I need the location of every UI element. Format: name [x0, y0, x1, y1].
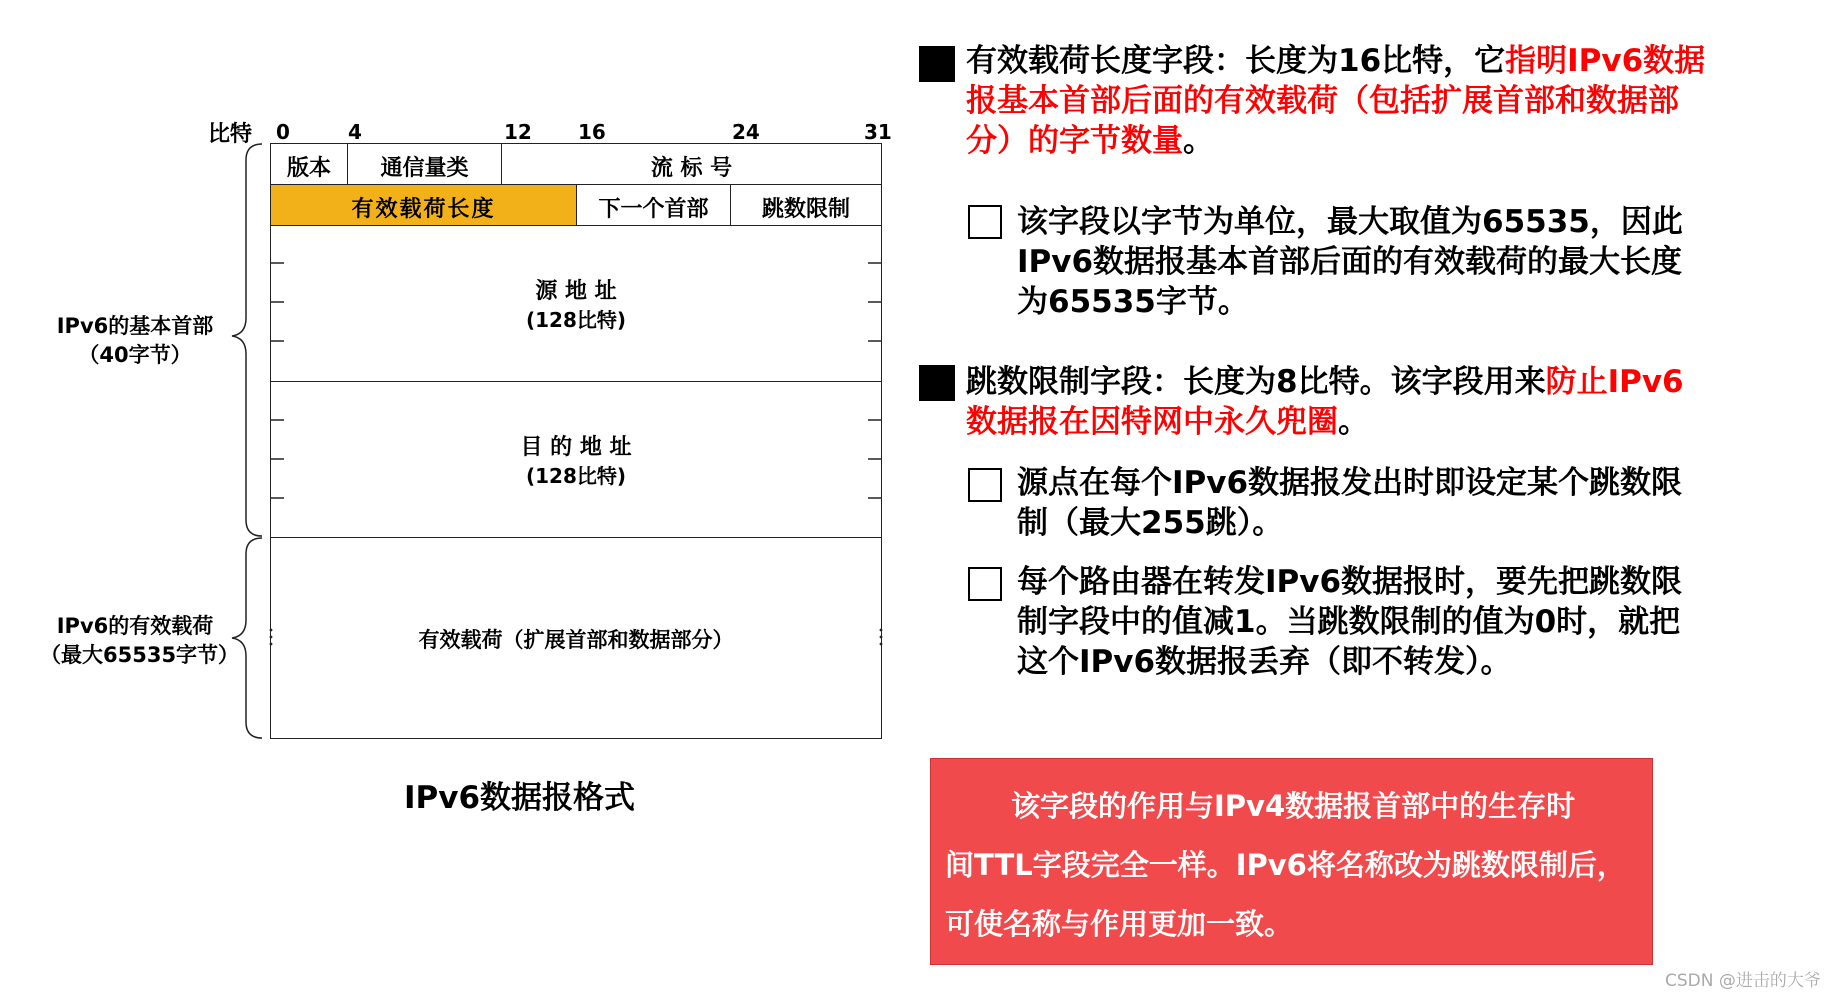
bit-tick-12: 12	[504, 120, 532, 144]
bit-tick-16: 16	[578, 120, 606, 144]
field-next-header: 下一个首部	[576, 184, 731, 226]
bit-tick-4: 4	[348, 120, 362, 144]
bullet-square-icon	[919, 46, 955, 82]
note-hop-limit-source: 源点在每个IPv6数据报发出时即设定某个跳数限 制（最大255跳）。	[1017, 465, 1683, 541]
bit-tick-24: 24	[732, 120, 760, 144]
bit-tick-0: 0	[276, 120, 290, 144]
bits-label: 比特	[208, 122, 253, 147]
ttl-callout-box: 该字段的作用与IPv4数据报首部中的生存时 间TTL字段完全一样。IPv6将名称改为跳数限制后， 可使名称与作用更加一致。	[930, 758, 1653, 965]
watermark: CSDN @进击的大爷	[1665, 971, 1821, 991]
diagram-caption: IPv6数据报格式	[404, 780, 636, 816]
note-payload-length: 有效载荷长度字段：长度为16比特，它指明IPv6数据 报基本首部后面的有效载荷（包括扩展首部和数据部 分）的字节数量。	[966, 43, 1706, 159]
checkbox-square-icon	[968, 567, 1002, 601]
field-version: 版本	[270, 143, 348, 185]
brace-label-payload: IPv6的有效载荷 （最大65535字节）	[40, 614, 240, 667]
field-payload: 有效载荷（扩展首部和数据部分）	[270, 537, 882, 739]
field-destination-address: 目 的 地 址 (128比特)	[270, 381, 882, 538]
bullet-square-icon	[919, 365, 955, 401]
checkbox-square-icon	[968, 468, 1002, 502]
note-payload-length-detail: 该字段以字节为单位，最大取值为65535，因此 IPv6数据报基本首部后面的有效载荷的最大长度 为65535字节。	[1017, 204, 1683, 320]
field-flow-label: 流 标 号	[501, 143, 882, 185]
field-payload-length: 有效载荷长度	[270, 184, 577, 226]
checkbox-square-icon	[968, 205, 1002, 239]
field-traffic-class: 通信量类	[347, 143, 502, 185]
bit-tick-31: 31	[864, 120, 892, 144]
note-hop-limit-router: 每个路由器在转发IPv6数据报时，要先把跳数限 制字段中的值减1。当跳数限制的值为0时，就把 这个IPv6数据报丢弃（即不转发）。	[1017, 564, 1683, 680]
brace-label-basic-header: IPv6的基本首部 （40字节）	[56, 314, 214, 367]
field-source-address: 源 地 址 (128比特)	[270, 225, 882, 382]
note-hop-limit: 跳数限制字段：长度为8比特。该字段用来防止IPv6 数据报在因特网中永久兜圈。	[966, 364, 1684, 440]
field-hop-limit: 跳数限制	[730, 184, 882, 226]
